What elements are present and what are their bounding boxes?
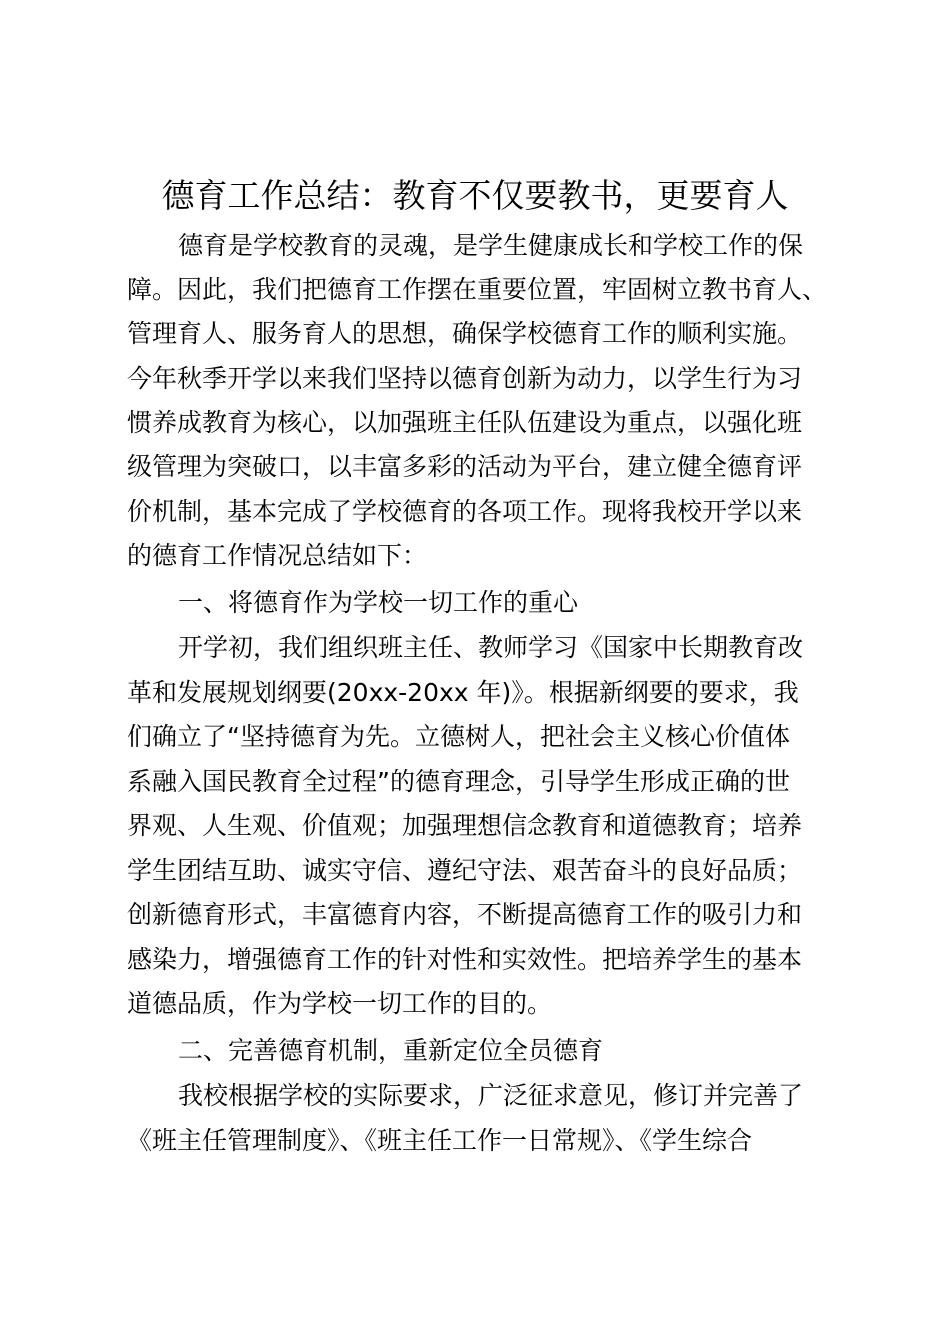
paragraph-1-line-2: 障。因此，我们把德育工作摆在重要位置，牢固树立教书育人、 [127,275,828,304]
paragraph-2-line-8: 感染力，增强德育工作的针对性和实效性。把培养学生的基本 [127,945,803,974]
paragraph-1-line-8: 的德育工作情况总结如下： [127,541,428,570]
document-title: 德育工作总结：教育不仅要教书，更要育人 [161,176,789,215]
paragraph-2-line-2: 革和发展规划纲要(20xx-20xx 年)》。根据新纲要的要求，我 [127,678,799,707]
paragraph-2-line-3: 们确立了“坚持德育为先。立德树人，把社会主义核心价值体 [127,722,790,751]
paragraph-3-line-1: 我校根据学校的实际要求，广泛征求意见，修订并完善了 [178,1081,804,1110]
paragraph-3-line-2: 《班主任管理制度》、《班主任工作一日常规》、《学生综合 [127,1126,753,1155]
paragraph-2-line-4: 系融入国民教育全过程”的德育理念，引导学生形成正确的世 [127,767,790,796]
paragraph-2-line-1: 开学初，我们组织班主任、教师学习《国家中长期教育改 [178,633,804,662]
paragraph-1-line-6: 级管理为突破口，以丰富多彩的活动为平台，建立健全德育评 [127,452,803,481]
paragraph-1-line-3: 管理育人、服务育人的思想，确保学校德育工作的顺利实施。 [127,319,803,348]
section-heading-2: 二、完善德育机制，重新定位全员德育 [178,1036,604,1065]
paragraph-1-line-1: 德育是学校教育的灵魂，是学生健康成长和学校工作的保 [178,231,804,260]
paragraph-1-line-7: 价机制，基本完成了学校德育的各项工作。现将我校开学以来 [127,497,803,526]
paragraph-1-line-4: 今年秋季开学以来我们坚持以德育创新为动力，以学生行为习 [127,364,803,393]
paragraph-2-line-6: 学生团结互助、诚实守信、遵纪守法、艰苦奋斗的良好品质； [127,856,803,885]
paragraph-2-line-7: 创新德育形式，丰富德育内容，不断提高德育工作的吸引力和 [127,900,803,929]
section-heading-1: 一、将德育作为学校一切工作的重心 [178,588,579,617]
paragraph-1-line-5: 惯养成教育为核心，以加强班主任队伍建设为重点，以强化班 [127,408,803,437]
paragraph-2-line-5: 界观、人生观、价值观；加强理想信念教育和道德教育；培养 [127,811,803,840]
paragraph-2-line-9: 道德品质，作为学校一切工作的目的。 [127,989,553,1018]
